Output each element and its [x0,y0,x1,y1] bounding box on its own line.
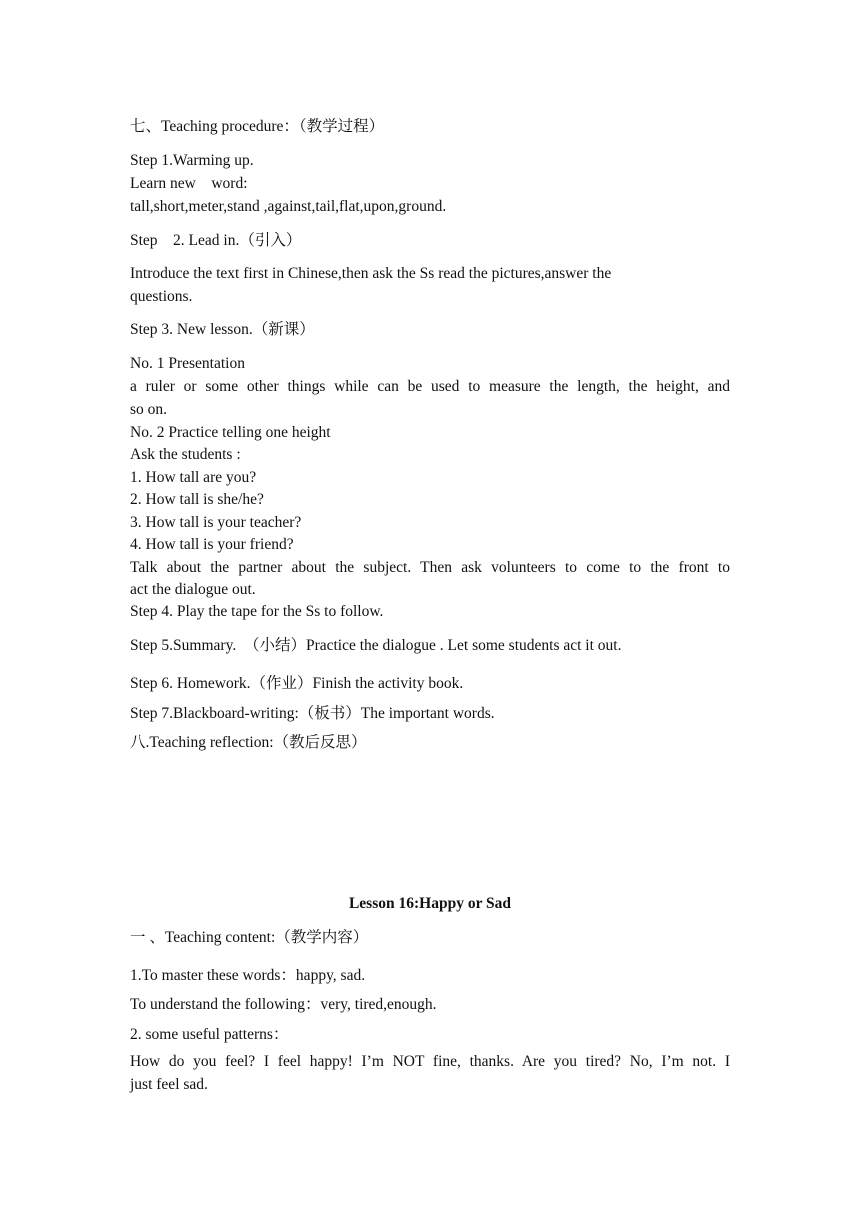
step-6: Step 6. Homework.（作业）Finish the activity book. [130,675,464,692]
lesson-16-item1: 1.To master these words：happy, sad. [130,967,366,984]
section-8-heading: 八.Teaching reflection:（教后反思） [130,734,367,751]
question-item: 3. How tall is your teacher? [130,514,302,531]
step-3-no1: No. 1 Presentation [130,355,245,372]
step-3-talk-line2: act the dialogue out. [130,581,256,598]
question-item: 1. How tall are you? [130,469,257,486]
step-2-text-line1: Introduce the text first in Chinese,then ask the Ss read the pictures,answer the [130,265,612,282]
step-3-talk-line1: Talk about the partner about the subject. Then ask volunteers to come to the front to [130,559,730,576]
lesson-16-title: Lesson 16:Happy or Sad [348,895,512,912]
step-1-title: Step 1.Warming up. [130,152,254,169]
step-2-title: Step 2. Lead in.（引入） [130,232,302,249]
step-5: Step 5.Summary. （小结）Practice the dialogue . Let some students act it out. [130,637,622,654]
section-7-heading: 七、Teaching procedure：（教学过程） [130,118,385,135]
lesson-16-item2: 2. some useful patterns： [130,1026,289,1043]
lesson-16-understand: To understand the following：very, tired,enough. [130,996,437,1013]
lesson-16-heading: 一 、Teaching content:（教学内容） [130,929,369,946]
step-2-text-line2: questions. [130,288,193,305]
lesson-16-patterns-line2: just feel sad. [130,1076,208,1093]
step-3-ask: Ask the students : [130,446,241,463]
question-item: 4. How tall is your friend? [130,536,294,553]
step-1-learn: Learn new word: [130,175,248,192]
step-7: Step 7.Blackboard-writing:（板书）The important words. [130,705,495,722]
step-3-no1-line2: so on. [130,401,168,418]
step-3-no1-line1: a ruler or some other things while can be used to measure the length, the height, and [130,378,730,395]
lesson-16-patterns-line1: How do you feel? I feel happy! I’m NOT fine, thanks. Are you tired? No, I’m not. I [130,1053,730,1070]
step-3-title: Step 3. New lesson.（新课） [130,321,315,338]
question-item: 2. How tall is she/he? [130,491,264,508]
step-3-no2: No. 2 Practice telling one height [130,424,331,441]
step-1-words: tall,short,meter,stand ,against,tail,flat,upon,ground. [130,198,447,215]
step-4: Step 4. Play the tape for the Ss to follow. [130,603,384,620]
